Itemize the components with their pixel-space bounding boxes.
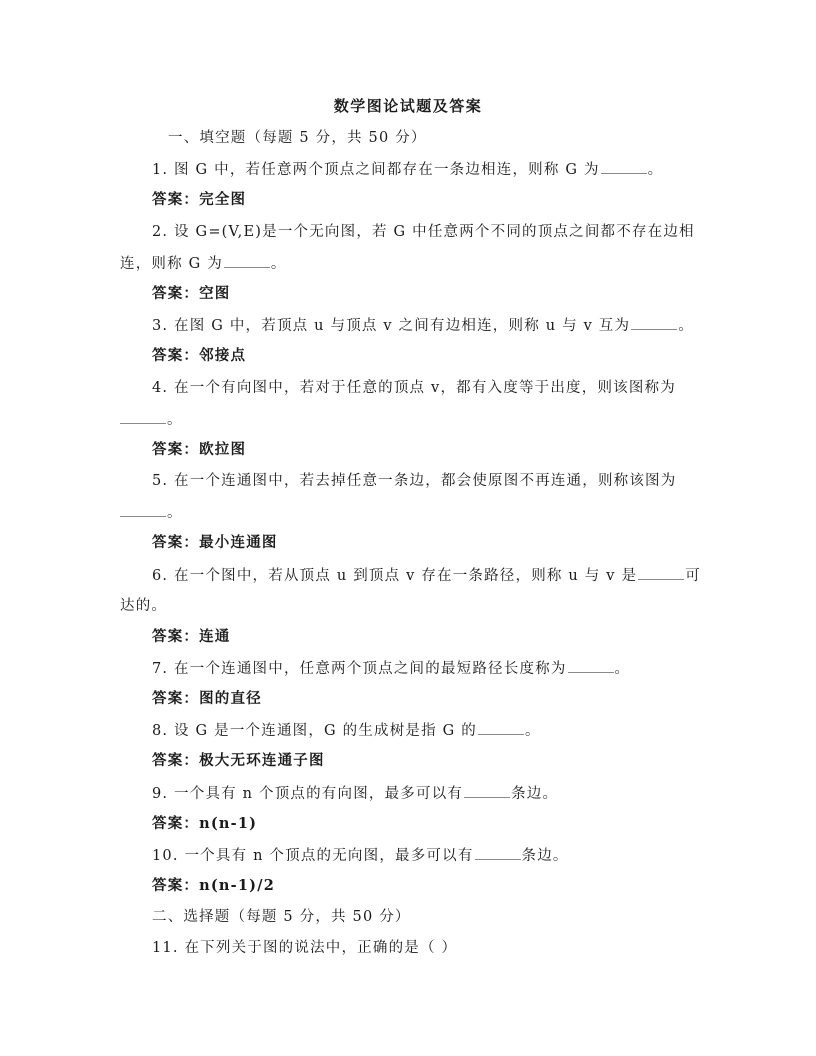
answer-label: 答案： <box>152 441 200 458</box>
answer-label: 答案： <box>152 628 200 645</box>
answer-label: 答案： <box>152 285 200 302</box>
answer-label: 答案： <box>152 690 200 707</box>
question-4-line-2 <box>120 409 183 430</box>
question-2-line-2 <box>120 253 287 274</box>
answer-text: 最小连通图 <box>199 534 278 551</box>
question-10 <box>152 845 569 866</box>
answer-3 <box>152 346 246 366</box>
question-text: 3. 在图 G 中，若顶点 u 与顶点 v 之间有边相连，则称 u 与 v 互为 <box>152 318 631 334</box>
answer-text: 极大无环连通子图 <box>199 752 325 769</box>
question-1 <box>152 159 663 180</box>
question-text-end: 。 <box>647 162 664 178</box>
question-text: 8. 设 G 是一个连通图，G 的生成树是指 G 的 <box>152 723 477 739</box>
question-8 <box>152 720 541 741</box>
question-6-line-2: 达的。 <box>120 598 168 614</box>
question-5-line-2 <box>120 502 183 523</box>
answer-text: 空图 <box>199 285 231 302</box>
answer-label: 答案： <box>152 347 200 364</box>
section-heading-fill-in: 一、填空题（每题 5 分，共 50 分） <box>168 130 427 146</box>
answer-label: 答案： <box>152 815 200 832</box>
question-text-end: 可 <box>685 568 701 584</box>
answer-blank <box>638 565 684 580</box>
answer-label: 答案： <box>152 534 200 551</box>
document-title: 数学图论试题及答案 <box>333 97 483 115</box>
question-text-end: 条边。 <box>521 848 569 864</box>
answer-text: 欧拉图 <box>199 441 247 458</box>
question-text: 1. 图 G 中，若任意两个顶点之间都存在一条边相连，则称 G 为 <box>152 162 600 178</box>
question-6-line-1 <box>152 565 701 586</box>
answer-5 <box>152 533 278 553</box>
answer-blank <box>631 315 677 330</box>
answer-blank <box>478 720 524 735</box>
question-text: 6. 在一个图中，若从顶点 u 到顶点 v 存在一条路径，则称 u 与 v 是 <box>152 568 638 584</box>
answer-blank <box>475 845 521 860</box>
answer-label: 答案： <box>152 752 200 769</box>
question-text-end: 。 <box>678 318 694 334</box>
answer-text: n(n-1)/2 <box>199 877 276 894</box>
answer-7 <box>152 689 262 709</box>
question-text: 连，则称 G 为 <box>120 256 223 272</box>
question-text-end: 。 <box>524 723 541 739</box>
answer-blank <box>120 502 166 517</box>
answer-text: 图的直径 <box>199 690 262 707</box>
answer-blank <box>464 783 510 798</box>
answer-blank <box>120 409 166 424</box>
answer-4 <box>152 440 246 460</box>
question-4-line-1: 4. 在一个有向图中，若对于任意的顶点 v，都有入度等于出度，则该图称为 <box>152 380 676 396</box>
question-text-end: 。 <box>614 661 631 677</box>
question-text-end: 。 <box>167 412 183 428</box>
question-text: 9. 一个具有 n 个顶点的有向图，最多可以有 <box>152 786 464 802</box>
answer-label: 答案： <box>152 191 200 208</box>
answer-2 <box>152 284 231 304</box>
answer-blank <box>224 253 270 268</box>
answer-text: n(n-1) <box>199 815 258 832</box>
answer-text: 邻接点 <box>199 347 247 364</box>
question-7 <box>152 658 630 679</box>
question-2-line-1: 2. 设 G=(V,E)是一个无向图，若 G 中任意两个不同的顶点之间都不存在边相 <box>152 224 695 240</box>
answer-text: 连通 <box>199 628 231 645</box>
question-3 <box>152 315 694 336</box>
question-9 <box>152 783 558 804</box>
answer-blank <box>568 658 614 673</box>
question-text-end: 。 <box>270 256 287 272</box>
answer-6 <box>152 627 231 647</box>
question-11: 11. 在下列关于图的说法中，正确的是（ ） <box>152 940 458 956</box>
answer-1 <box>152 190 246 210</box>
answer-9 <box>152 814 257 834</box>
answer-blank <box>601 159 647 174</box>
question-text-end: 条边。 <box>511 786 559 802</box>
question-text: 10. 一个具有 n 个顶点的无向图，最多可以有 <box>152 848 474 864</box>
answer-text: 完全图 <box>199 191 247 208</box>
question-5-line-1: 5. 在一个连通图中，若去掉任意一条边，都会使原图不再连通，则称该图为 <box>152 473 677 489</box>
answer-10 <box>152 876 275 896</box>
section-heading-multiple-choice: 二、选择题（每题 5 分，共 50 分） <box>152 909 411 925</box>
question-text-end: 。 <box>167 505 183 521</box>
answer-label: 答案： <box>152 877 200 894</box>
question-text: 7. 在一个连通图中，任意两个顶点之间的最短路径长度称为 <box>152 661 567 677</box>
answer-8 <box>152 751 325 771</box>
